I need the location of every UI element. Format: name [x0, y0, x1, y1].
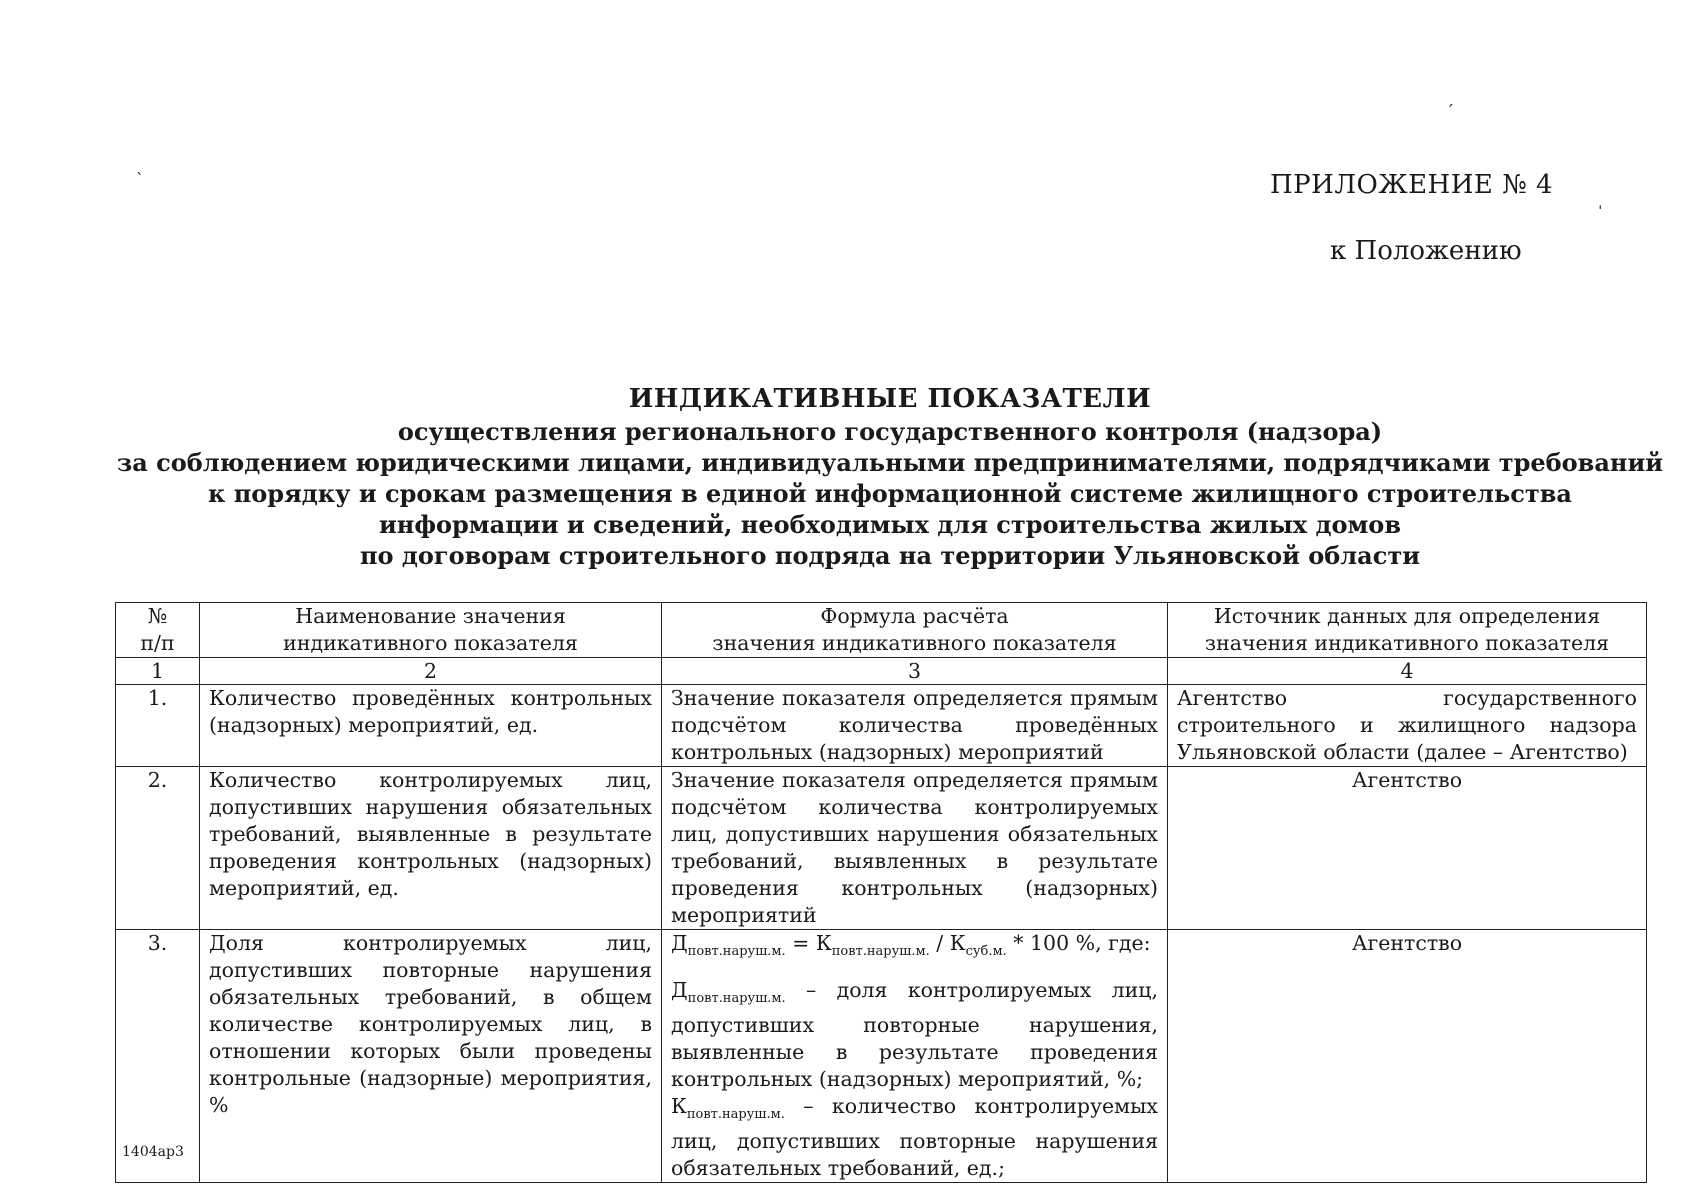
indicator-source: Агентство	[1168, 930, 1647, 1183]
formula-definition-d: $Д_{повт.наруш.м.}$ – доля контролируемых лиц, допустивших повторные нарушения, выявленные в результате проведения контрольных (надзорных) мероприятий, %;	[671, 978, 1158, 1092]
column-number-cell: 3	[662, 658, 1168, 685]
column-number-cell: 2	[200, 658, 662, 685]
table-row	[116, 767, 1647, 930]
indicator-source: Агентство	[1168, 767, 1647, 930]
table-header-row	[116, 603, 1647, 658]
indicator-name: Доля контролируемых лиц, допустивших повторные нарушения обязательных требований, в общем количестве контролируемых лиц, в отношении которых были проведены контрольные (надзорные) мероприятия, %	[200, 930, 662, 1183]
scan-speck: ˌ	[1598, 192, 1603, 211]
indicator-name: Количество проведённых контрольных (надзорных) мероприятий, ед.	[200, 685, 662, 767]
document-code: 1404ар3	[122, 1144, 184, 1160]
to-regulation-label: к Положению	[1330, 236, 1522, 266]
indicator-formula	[662, 930, 1168, 1183]
indicator-name: Количество контролируемых лиц, допустивших нарушения обязательных требований, выявленные в результате проведения контрольных (надзорных) мероприятий, ед.	[200, 767, 662, 930]
indicators-table	[115, 602, 1647, 1183]
indicator-formula: Значение показателя определяется прямым подсчётом количества контролируемых лиц, допустивших нарушения обязательных требований, выявленных в результате проведения контрольных (надзорных) мероприятий	[662, 767, 1168, 930]
header-num: № п/п	[116, 603, 200, 658]
table-row	[116, 685, 1647, 767]
scan-speck: ˊ	[1446, 102, 1454, 121]
title-line-4: информации и сведений, необходимых для строительства жилых домов	[379, 510, 1401, 539]
indicator-formula: Значение показателя определяется прямым подсчётом количества проведённых контрольных (надзорных) мероприятий	[662, 685, 1168, 767]
row-number: 3.	[116, 930, 200, 1183]
formula-definition-k: $К_{повт.наруш.м.}$ – количество контролируемых лиц, допустивших повторные нарушения обязательных требований, ед.;	[671, 1094, 1158, 1181]
column-number-cell: 1	[116, 658, 200, 685]
row-number: 1.	[116, 685, 200, 767]
table-row	[116, 930, 1647, 1183]
header-formula: Формула расчёта значения индикативного показателя	[662, 603, 1168, 658]
column-numbers-row	[116, 658, 1647, 685]
appendix-label: ПРИЛОЖЕНИЕ № 4	[1270, 170, 1554, 200]
title-line-2: за соблюдением юридическими лицами, индивидуальными предпринимателями, подрядчиками требований	[116, 448, 1664, 477]
header-source: Источник данных для определения значения индикативного показателя	[1168, 603, 1647, 658]
title-main: ИНДИКАТИВНЫЕ ПОКАЗАТЕЛИ	[628, 384, 1152, 414]
formula-equation: $Д_{повт.наруш.м.} = К_{повт.наруш.м.} / К_{суб.м.} * 100$ %, где:	[671, 931, 1151, 960]
document-title	[110, 382, 1670, 571]
indicator-source: Агентство государственного строительного и жилищного надзора Ульяновской области (далее – Агентство)	[1168, 685, 1647, 767]
column-number-cell: 4	[1168, 658, 1647, 685]
title-line-3: к порядку и срокам размещения в единой информационной системе жилищного строительства	[208, 479, 1572, 508]
header-name: Наименование значения индикативного показателя	[200, 603, 662, 658]
row-number: 2.	[116, 767, 200, 930]
title-line-5: по договорам строительного подряда на территории Ульяновской области	[359, 541, 1421, 570]
title-line-1: осуществления регионального государственного контроля (надзора)	[397, 417, 1383, 446]
scan-speck: ˋ	[136, 170, 144, 189]
